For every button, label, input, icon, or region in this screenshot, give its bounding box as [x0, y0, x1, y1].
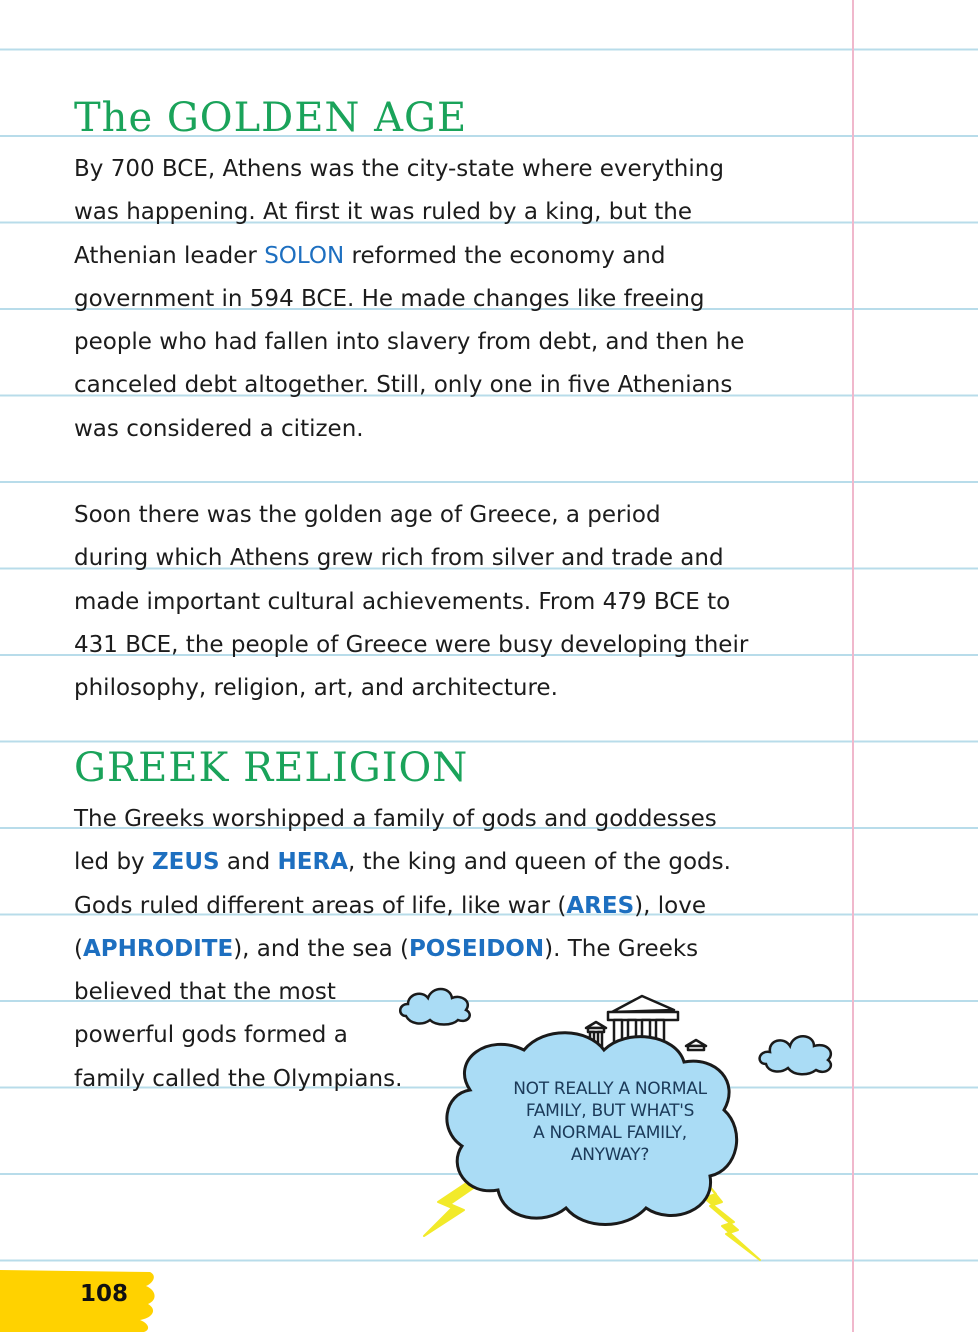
- text-segment: By 700 BCE, Athens was the city-state where everything: [74, 156, 724, 182]
- text-segment: 431 BCE, the people of Greece were busy developing their: [74, 631, 749, 658]
- text-segment: Soon there was the golden age of Greece, a period: [74, 502, 661, 528]
- text-segment: powerful gods formed a: [74, 1022, 348, 1049]
- text-segment: was considered a citizen.: [74, 415, 364, 442]
- term-zeus: ZEUS: [151, 849, 220, 876]
- callout-line: ANYWAY?: [570, 1145, 650, 1165]
- term-solon: SOLON: [264, 242, 345, 269]
- callout-caption: [470, 1078, 750, 1166]
- text-segment: ), and the sea (: [233, 935, 409, 962]
- text-segment: Gods ruled different areas of life, like war (: [74, 892, 567, 919]
- text-segment: believed that the most: [74, 979, 336, 1006]
- text-segment: and: [219, 849, 278, 876]
- term-hera: HERA: [277, 849, 349, 876]
- text-segment: ). The Greeks: [544, 935, 699, 962]
- text-segment: philosophy, religion, art, and architecture.: [74, 675, 558, 702]
- page-number: 108: [80, 1281, 129, 1307]
- text-line: [74, 235, 744, 278]
- cloud-icon: [756, 1026, 836, 1076]
- text-line: [74, 885, 731, 928]
- heading-greek-religion: GREEK RELIGION: [74, 745, 469, 791]
- text-line: [74, 581, 748, 624]
- text-line: [74, 537, 748, 580]
- text-segment: during which Athens grew rich from silver and trade and: [74, 545, 724, 572]
- text-line: [74, 148, 744, 191]
- callout-line: NOT REALLY A NORMAL: [513, 1079, 707, 1099]
- callout-line: FAMILY, BUT WHAT'S: [525, 1101, 695, 1121]
- text-segment: (: [74, 935, 83, 962]
- text-segment: canceled debt altogether. Still, only one in five Athenians: [74, 372, 733, 399]
- text-segment: The Greeks worshipped a family of gods and goddesses: [74, 806, 717, 832]
- paragraph-golden-age-2: [74, 494, 748, 710]
- text-line: [74, 798, 731, 841]
- heading-golden-age: The GOLDEN AGE: [74, 95, 468, 141]
- term-ares: ARES: [566, 892, 635, 919]
- text-segment: made important cultural achievements. From 479 BCE to: [74, 588, 731, 615]
- text-line: [74, 278, 744, 321]
- text-line: [74, 494, 748, 537]
- text-segment: ), love: [634, 892, 706, 919]
- text-segment: was happening. At first it was ruled by a king, but the: [74, 199, 692, 226]
- text-segment: government in 594 BCE. He made changes like freeing: [74, 285, 705, 312]
- callout-line: A NORMAL FAMILY,: [533, 1123, 687, 1143]
- text-segment: Athenian leader: [74, 242, 265, 269]
- term-aphrodite: APHRODITE: [82, 935, 234, 962]
- text-line: [74, 928, 731, 971]
- margin-line: [852, 0, 854, 1332]
- text-segment: reformed the economy and: [344, 242, 666, 269]
- text-line: [74, 408, 744, 451]
- text-segment: , the king and queen of the gods.: [348, 849, 731, 876]
- paragraph-golden-age-1: [74, 148, 744, 451]
- text-segment: family called the Olympians.: [74, 1065, 403, 1092]
- text-segment: people who had fallen into slavery from debt, and then he: [74, 329, 745, 356]
- text-line: [74, 624, 748, 667]
- text-line: [74, 191, 744, 234]
- text-segment: led by: [74, 849, 152, 876]
- text-line: [74, 667, 748, 710]
- term-poseidon: POSEIDON: [408, 935, 545, 962]
- text-line: [74, 841, 731, 884]
- text-line: [74, 321, 744, 364]
- text-line: [74, 364, 744, 407]
